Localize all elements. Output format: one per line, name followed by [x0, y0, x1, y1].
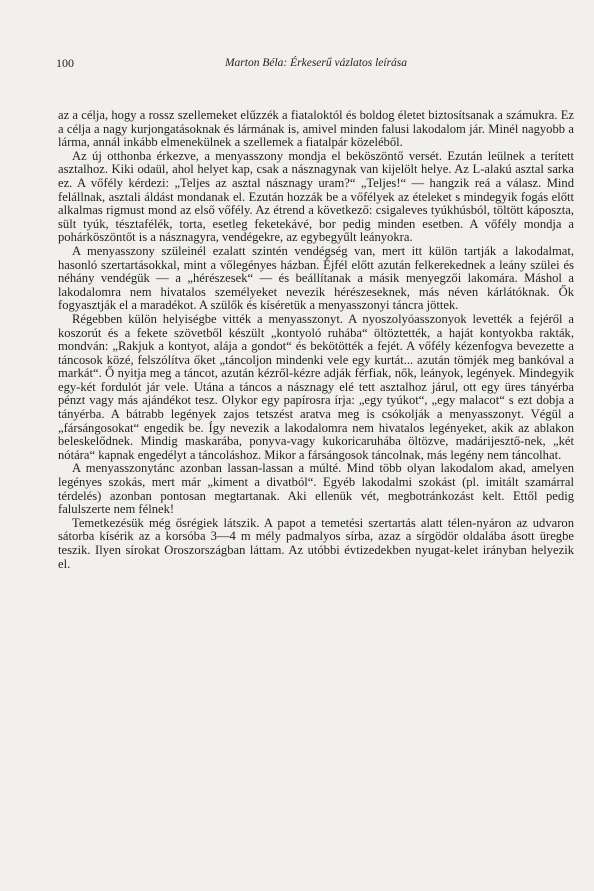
- paragraph: Temetkezésük még ősrégiek látszik. A papot a temetési szertartás alatt télen-nyáron az udvaron sátorba kísérik az a korsóba 3—4 m mély padmalyos sírba, azaz a sírgödör oldalába ásott üregbe teszik. Ilyen sírokat Oroszországban láttam. Az utóbbi évtizedekben nyugat-kelet irányban helyezik el.: [58, 515, 574, 571]
- running-head: [56, 54, 576, 72]
- page-number: 100: [56, 56, 74, 70]
- paragraph: Régebben külön helyiségbe vitték a menyasszonyt. A nyoszolyóasszonyok levették a fejéről a koszorút és a fekete szövetből készült „kontyoló ruhába“ öltöztették, a haját kontyokba rakták, mondván: „Rakjuk a kontyot, alája a gondot“ és bekötötték a fejét. A vőfély kézenfogva bevezette a táncosok közé, felszólítva őket „táncoljon mindenki vele egy kurtát... azután tömjék meg bankóval a markát“. Ő nyitja meg a táncot, azután kézről-kézre adják férfiak, nők, leányok, legények. Mindegyik egy-két fordulót jár vele. Utána a táncos a násznagy elé tett asztalhoz járul, ott egy üres tányérba pénzt vagy más ajándékot tesz. Olykor egy papírosra írja: „egy tyúkot“, „egy malacot“ s ezt dobja a tányérba. A bátrabb legények zajos tetszést aratva meg is csókolják a menyasszonyt. Végül a „fársángosokat“ engedik be. Így nevezik a lakodalomra nem hivatalos legényeket, akik az ablakon beleskelődnek. Mindig maskarába, ponyva-vagy kukoricaruhába öltözve, madárijesztő-nek, „két nótára“ kapnak engedélyt a táncoláshoz. Mikor a fársángosok táncolnak, más legény nem táncolhat.: [58, 311, 574, 462]
- paragraph: A menyasszony szüleinél ezalatt szintén vendégség van, mert itt külön tartják a lakodalmat, hasonló szertartásokkal, mint a vőlegényes házban. Éjfél előtt azután felkerekednek a leány szülei és néhány vendégük — a „hérészesek“ — és beállítanak a másik menyegzői lakomára. Máshol a lakodalomra nem hivatalos személyeket nevezik hérészeseknek, más néven kárlátóknak. Ők fogyasztják el a maradékot. A szülők és kíséretük a menyasszonyi táncra jöttek.: [58, 243, 574, 313]
- paragraph: az a célja, hogy a rossz szellemeket elűzzék a fiataloktól és boldog életet biztosítsanak a számukra. Ez a célja a nagy kurjongatásoknak és lármának is, amivel minden falusi lakodalom jár. Minél nagyobb a lárma, annál inkább elmenekülnek a szellemek a fiatalpár közeléből.: [58, 108, 574, 150]
- body-text: [58, 109, 574, 571]
- paragraph: A menyasszonytánc azonban lassan-lassan a múlté. Mind több olyan lakodalom akad, amelyen legényes szokás, mert már „kiment a divatból“. Egyéb lakodalmi szokást (pl. imitált szamárral térdelés) azonban pontosan megtartanak. Aki ellenük vét, megbotránkozást kelt. Ettől pedig falulszerte nem félnek!: [58, 461, 574, 517]
- paragraph: Az új otthonba érkezve, a menyasszony mondja el beköszöntő versét. Ezután leülnek a terített asztalhoz. Kiki odaül, ahol helyet kap, csak a násznagynak van kijelölt helye. Az L-alakú asztal sarka ez. A vőfély kérdezi: „Teljes az asztal násznagy uram?“ „Teljes!“ — hangzik reá a válasz. Mind felállnak, asztali áldást mondanak el. Ezután hozzák be a vőfélyek az ételeket s mindegyik fogás előtt alkalmas rigmust mond az első vőfély. Az étrend a következő: csigaleves tyúkhúsból, töltött káposzta, sült tyúk, tésztafélék, torta, esetleg feketekávé, bor pedig minden esetben. A vőfély mondja a pohárköszöntőt is a násznagyra, vendégekre, az egybegyűlt leányokra.: [58, 148, 574, 245]
- running-title: Marton Béla: Érkeserű vázlatos leírása: [224, 57, 408, 69]
